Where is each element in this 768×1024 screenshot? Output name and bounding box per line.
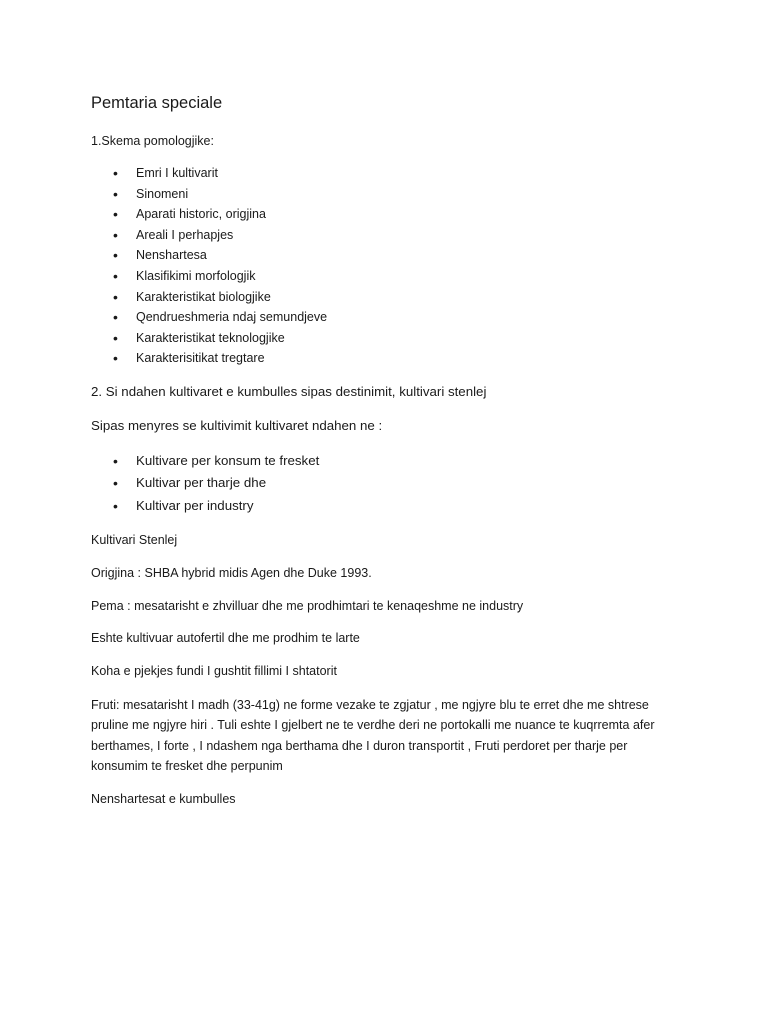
fruit-description	[91, 695, 691, 776]
bullet-icon: •	[113, 267, 118, 284]
bullet-icon: •	[113, 329, 118, 346]
rootstock-heading: Nenshartesat e kumbulles	[91, 792, 236, 806]
list-item: • Areali I perhapjes	[0, 225, 327, 246]
bullet-icon: •	[113, 453, 118, 469]
fruit-line: berthames, I forte , I ndashem nga berthama dhe I duron transportit , Fruti perdoret per tharje per	[91, 738, 628, 753]
fertility-text: Eshte kultivuar autofertil dhe me prodhim te larte	[91, 631, 360, 645]
cultivar-heading: Kultivari Stenlej	[91, 533, 178, 547]
section2-heading: 2. Si ndahen kultivaret e kumbulles sipas destinimit, kultivari stenlej	[91, 384, 487, 399]
bullet-icon: •	[113, 206, 118, 223]
bullet-icon: •	[113, 185, 118, 202]
fruit-line: Fruti: mesatarisht I madh (33-41g) ne forme vezake te zgjatur , me ngjyre blu te erret dhe me shtrese	[91, 698, 649, 712]
bullet-icon: •	[113, 247, 118, 264]
section2-intro: Sipas menyres se kultivimit kultivaret ndahen ne :	[91, 418, 383, 433]
bullet-icon: •	[113, 288, 118, 305]
section1-heading: 1.Skema pomologjike:	[91, 134, 214, 148]
list-item: • Nenshartesa	[0, 245, 327, 266]
fruit-line: konsumim te fresket dhe perpunim	[91, 758, 283, 773]
document-title: Pemtaria speciale	[91, 94, 223, 112]
list-item: • Aparati historic, origjina	[0, 204, 327, 225]
bullet-icon: •	[113, 165, 118, 181]
ripening-text: Koha e pjekjes fundi I gushtit fillimi I shtatorit	[91, 664, 337, 678]
list-item: • Karakteristikat teknologjike	[0, 328, 327, 349]
list-item: • Karakterisitikat tregtare	[0, 348, 327, 369]
bullet-icon: •	[113, 226, 118, 243]
list-item: • Qendrueshmeria ndaj semundjeve	[0, 307, 327, 328]
bullet-icon: •	[113, 309, 118, 326]
list-item: • Kultivar per tharje dhe	[0, 472, 319, 494]
list-item: • Kultivar per industry	[0, 495, 319, 517]
list-item: • Klasifikimi morfologjik	[0, 266, 327, 287]
origin-text: Origjina : SHBA hybrid midis Agen dhe Duke 1993.	[91, 566, 372, 580]
list-item: • Sinomeni	[0, 184, 327, 205]
fruit-line: pruline me ngjyre hiri . Tuli eshte I gjelbert ne te verdhe deri ne portokalli me nuance te kuqrremta afer	[91, 718, 655, 733]
bullet-icon: •	[113, 475, 118, 492]
list-item: • Karakteristikat biologjike	[0, 287, 327, 308]
list-item: • Emri I kultivarit	[0, 163, 327, 184]
bullet-icon: •	[113, 350, 118, 367]
tree-text: Pema : mesatarisht e zhvilluar dhe me prodhimtari te kenaqeshme ne industry	[91, 599, 524, 613]
pomological-scheme-list	[0, 163, 327, 369]
cultivation-list	[0, 450, 319, 517]
list-item: • Kultivare per konsum te fresket	[0, 450, 319, 472]
bullet-icon: •	[113, 497, 118, 514]
